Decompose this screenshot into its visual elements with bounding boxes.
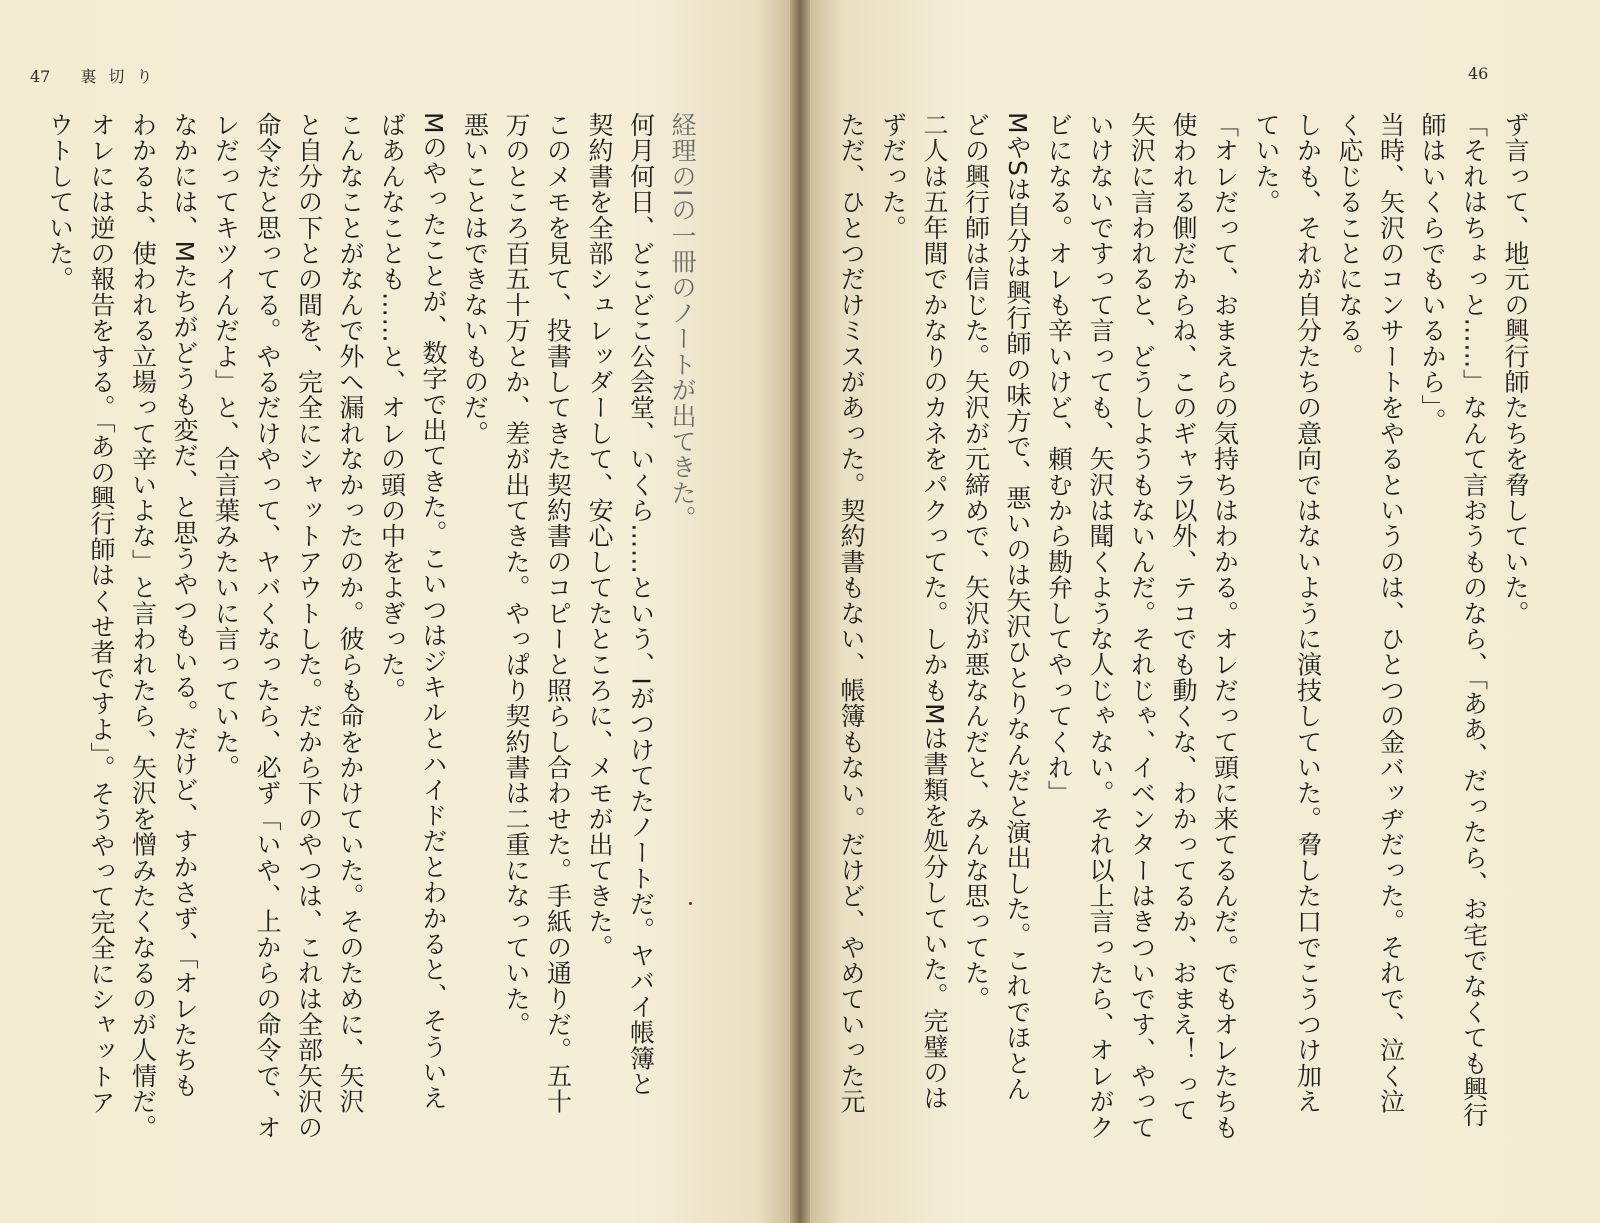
text-line: 当時、矢沢のコンサートをやるというのは、ひとつの金バッヂだった。それで、泣く泣: [1376, 112, 1406, 1115]
left-page-text: [28, 112, 703, 1202]
text-line: ウトしていた。: [45, 112, 75, 292]
book-gutter: [790, 0, 810, 1223]
text-line: と自分の下との間を、完全にシャットアウトした。だから下のやつは、これは全部矢沢の: [294, 112, 324, 1140]
text-line: しかも、それが自分たちの意向ではないように演技していた。脅した口でこうつけ加え: [1293, 112, 1323, 1115]
text-line: MやSは自分は興行師の味方で、悪いのは矢沢ひとりなんだと演出した。これでほとん: [1003, 112, 1032, 1102]
text-line: 師はいくらでもいるから」。: [1418, 112, 1447, 434]
text-line: ただ、ひとつだけミスがあった。契約書もない、帳簿もない。だけど、やめていった元: [837, 112, 866, 1115]
text-line: 命令だと思ってる。やるだけやって、ヤバくなったら、必ず「いや、上からの命令で、オ: [253, 112, 282, 1140]
text-line: 経理のIの一冊のノートが出てきた。: [668, 112, 697, 532]
text-line: レだってキツイんだよ」と、合言葉みたいに言っていた。: [211, 112, 241, 781]
text-line: 矢沢に言われると、どうしようもないんだ。それじゃ、イベンターはきついです、やって: [1127, 112, 1157, 1140]
text-line: く応じることになる。: [1335, 112, 1364, 369]
text-line: 「オレだって、おまえらの気持ちはわかる。オレだって頭に来てるんだ。でもオレたちも: [1210, 112, 1240, 1140]
right-page-number: 46: [1468, 64, 1489, 83]
text-line: ずだった。: [878, 112, 908, 241]
text-line: ていた。: [1252, 112, 1281, 215]
text-line: ず言って、地元の興行師たちを脅していた。: [1501, 112, 1530, 626]
text-line: どの興行師は信じた。矢沢が元締めで、矢沢が悪なんだと、みんな思ってた。: [961, 112, 991, 1012]
text-line: 使われる側だからね、このギャラ以外、テコでも動くな、わかってるか、おまえ！ って: [1169, 112, 1198, 1123]
left-page-header: [30, 64, 164, 87]
text-line: 何月何日、どこどこ公会堂、いくら……という、Iがつけてたノートだ。ヤバイ帳簿と: [626, 112, 656, 1097]
running-head: 裏切り: [80, 67, 165, 86]
text-line: 万のところ百五十万とか、差が出てきた。やっぱり契約書は二重になっていた。: [502, 112, 531, 1038]
text-line: Mのやったことが、数字で出てきた。こいつはジキルとハイドだとわかると、そういえ: [419, 112, 448, 1111]
text-line: オレには逆の報告をする。「あの興行師はくせ者ですよ」。そうやって完全にシャットア: [87, 112, 116, 1115]
text-line: わかるよ、使われる立場って辛いよな」と言われたら、矢沢を憎みたくなるのが人情だ。: [128, 112, 158, 1140]
text-line: 「それはちょっと……」なんて言おうものなら、「ああ、だったら、お宅でなくても興行: [1459, 112, 1489, 1128]
text-line: このメモを見て、投書してきた契約書のコピーと照らし合わせた。手紙の通りだ。五十: [543, 112, 573, 1115]
text-line: 契約書を全部シュレッダーして、安心してたところに、メモが出てきた。: [585, 112, 614, 961]
text-line: ばあんなことも……と、オレの頭の中をよぎった。: [377, 112, 407, 704]
text-line: 悪いことはできないものだ。: [460, 112, 490, 447]
right-page-text: [837, 112, 1536, 1202]
left-page-number: 47: [30, 67, 51, 86]
text-line: なかには、Mたちがどうも変だ、と思うやつもいる。だけど、すかさず、「オレたちも: [170, 112, 199, 1099]
text-line: 二人は五年間でかなりのカネをパクってた。しかもMは書類を処分していた。完璧のは: [920, 112, 949, 1111]
text-line: こんなことがなんで外へ漏れなかったのか。彼らも命をかけていた。そのために、矢沢: [336, 112, 365, 1115]
ink-speck: [689, 902, 692, 905]
text-line: ビになる。オレも辛いけど、頼むから勘弁してやってくれ」: [1044, 112, 1074, 806]
text-line: いけないですって言っても、矢沢は聞くような人じゃない。それ以上言ったら、オレがク: [1086, 112, 1115, 1140]
